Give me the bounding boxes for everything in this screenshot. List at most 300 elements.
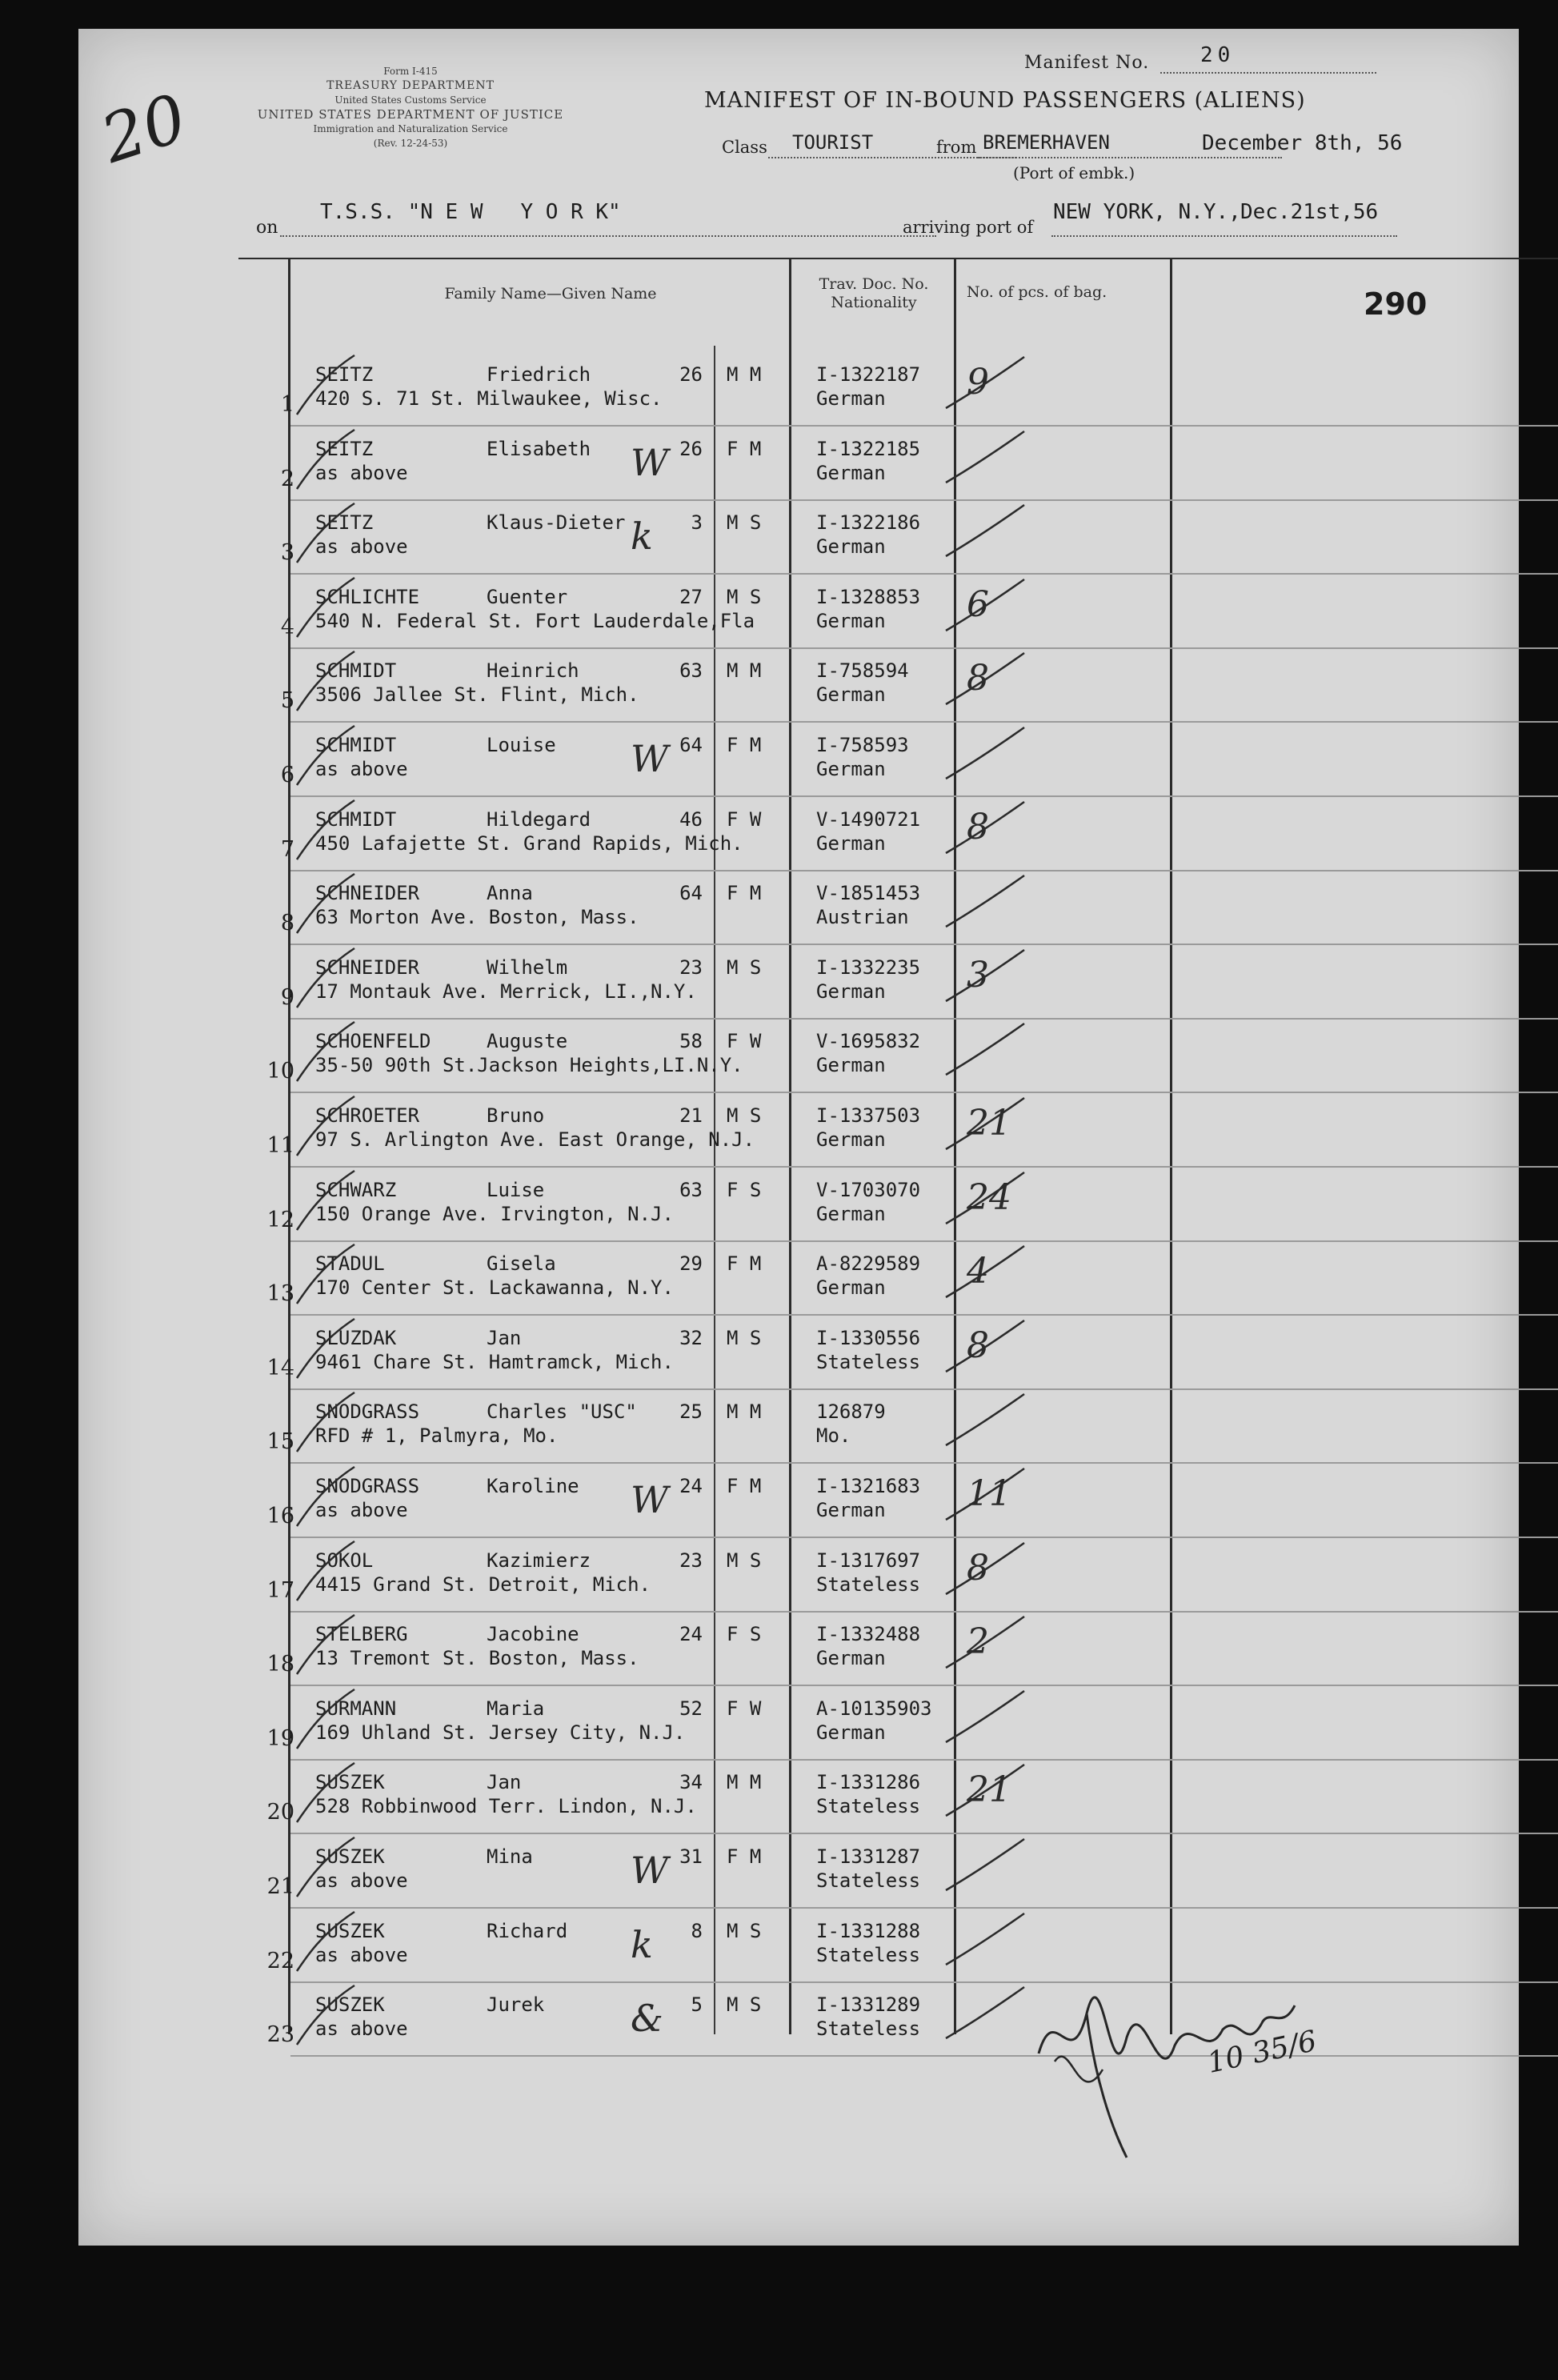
sex-marital-status: F M xyxy=(727,882,762,905)
address: RFD # 1, Palmyra, Mo. xyxy=(315,1424,559,1448)
given-name: Klaus-Dieter xyxy=(487,511,626,535)
handwritten-mark: k xyxy=(631,1922,653,1966)
family-name: SCHOENFELD xyxy=(315,1030,431,1053)
row-number: 10 xyxy=(266,1059,294,1084)
given-name: Luise xyxy=(487,1178,545,1201)
given-name: Karoline xyxy=(487,1475,579,1497)
nationality: German xyxy=(816,683,886,707)
address: 3506 Jallee St. Flint, Mich. xyxy=(315,683,639,707)
age: 23 xyxy=(679,956,703,979)
nationality: German xyxy=(816,831,886,855)
verification-tick-icon xyxy=(941,1019,1029,1092)
age: 24 xyxy=(679,1475,703,1497)
table-row xyxy=(78,352,1519,426)
handwritten-mark: & xyxy=(631,1997,663,2041)
manifest-no-label: Manifest No. xyxy=(1024,53,1150,73)
manifest-number: 20 xyxy=(1200,43,1236,67)
check-mark-icon xyxy=(290,871,362,944)
check-mark-icon xyxy=(290,1538,362,1612)
table-top-rule xyxy=(238,258,1558,259)
travel-document-number: I-1331287 xyxy=(816,1845,921,1868)
verification-tick-icon xyxy=(941,1760,1029,1833)
table-row xyxy=(78,1612,1519,1685)
travel-document-number: 126879 xyxy=(816,1400,886,1424)
row-divider xyxy=(290,2055,1558,2057)
table-row xyxy=(78,871,1519,944)
address: as above xyxy=(315,535,408,559)
sex-marital-status: M S xyxy=(727,1919,762,1942)
ship-line xyxy=(280,235,936,237)
nationality: German xyxy=(816,535,886,559)
baggage-count: 8 xyxy=(967,658,989,699)
check-mark-icon xyxy=(290,500,362,574)
arrival-date: Dec.21st,56 xyxy=(1240,200,1379,224)
page-stamp: 290 xyxy=(1364,286,1428,322)
family-name: SEITZ xyxy=(315,511,374,535)
family-name: SEITZ xyxy=(315,437,374,460)
table-row xyxy=(78,1389,1519,1463)
verification-tick-icon xyxy=(941,1241,1029,1315)
nationality: German xyxy=(816,1647,886,1670)
verification-tick-icon xyxy=(941,1464,1029,1537)
check-mark-icon xyxy=(290,1686,362,1760)
table-row xyxy=(78,500,1519,574)
check-mark-icon xyxy=(290,1168,362,1241)
from-line xyxy=(978,157,1282,158)
table-row xyxy=(78,1464,1519,1537)
address: 170 Center St. Lackawanna, N.Y. xyxy=(315,1276,674,1300)
check-mark-icon xyxy=(290,723,362,796)
given-name: Maria xyxy=(487,1697,545,1720)
family-name: SCHNEIDER xyxy=(315,956,420,979)
nationality: German xyxy=(816,461,886,484)
verification-tick-icon xyxy=(941,1093,1029,1167)
address: 169 Uhland St. Jersey City, N.J. xyxy=(315,1721,686,1744)
sex-marital-status: F W xyxy=(727,1030,762,1053)
baggage-count: 4 xyxy=(967,1251,989,1292)
age: 23 xyxy=(679,1549,703,1572)
verification-tick-icon xyxy=(941,1834,1029,1908)
row-number: 2 xyxy=(280,466,294,491)
verification-tick-icon xyxy=(941,575,1029,648)
age: 26 xyxy=(679,363,703,386)
arriving-line xyxy=(1051,235,1397,237)
column-header-doc xyxy=(795,275,952,312)
check-mark-icon xyxy=(290,1093,362,1167)
check-mark-icon xyxy=(290,1019,362,1092)
family-name: STADUL xyxy=(315,1252,385,1276)
age: 8 xyxy=(691,1919,703,1942)
travel-document-number: V-1490721 xyxy=(816,807,921,831)
nationality: German xyxy=(816,980,886,1003)
verification-tick-icon xyxy=(941,352,1029,426)
age: 58 xyxy=(679,1030,703,1053)
family-name: SCHMIDT xyxy=(315,734,397,756)
column-header-name: Family Name—Given Name xyxy=(444,285,657,303)
given-name: Bruno xyxy=(487,1104,545,1127)
ins-label: Immigration and Naturalization Service xyxy=(313,123,508,134)
nationality: Austrian xyxy=(816,906,909,929)
address: as above xyxy=(315,2017,408,2041)
family-name: SCHMIDT xyxy=(315,659,397,683)
travel-document-number: I-1331288 xyxy=(816,1919,921,1942)
baggage-count: 8 xyxy=(967,1324,989,1366)
verification-tick-icon xyxy=(941,797,1029,871)
justice-label: UNITED STATES DEPARTMENT OF JUSTICE xyxy=(257,107,564,122)
column-header-bags: No. of pcs. of bag. xyxy=(967,283,1107,301)
table-row xyxy=(78,723,1519,796)
check-mark-icon xyxy=(290,575,362,648)
officer-signature xyxy=(1007,1965,1343,2174)
nationality: German xyxy=(816,1721,886,1744)
nationality: Stateless xyxy=(816,1869,921,1892)
row-number: 17 xyxy=(266,1577,294,1603)
sex-marital-status: F M xyxy=(727,734,762,756)
handwritten-mark: W xyxy=(631,737,669,780)
given-name: Louise xyxy=(487,734,556,756)
given-name: Jacobine xyxy=(487,1623,579,1646)
family-name: SNODGRASS xyxy=(315,1475,420,1497)
given-name: Heinrich xyxy=(487,659,579,683)
manifest-page xyxy=(78,29,1519,2246)
address: as above xyxy=(315,461,408,484)
travel-document-number: I-1331286 xyxy=(816,1771,921,1794)
customs-label: United States Customs Service xyxy=(334,94,487,106)
nationality: German xyxy=(816,1128,886,1151)
sex-marital-status: M M xyxy=(727,363,762,386)
nationality: Stateless xyxy=(816,1943,921,1966)
travel-document-number: A-8229589 xyxy=(816,1252,921,1276)
handwritten-mark: W xyxy=(631,440,669,484)
age: 63 xyxy=(679,659,703,683)
row-number: 16 xyxy=(266,1504,294,1529)
travel-document-number: I-1322185 xyxy=(816,437,921,460)
table-row xyxy=(78,1093,1519,1167)
verification-tick-icon xyxy=(941,1389,1029,1463)
age: 31 xyxy=(679,1845,703,1868)
given-name: Auguste xyxy=(487,1030,568,1053)
check-mark-icon xyxy=(290,1760,362,1833)
address: 9461 Chare St. Hamtramck, Mich. xyxy=(315,1350,674,1373)
baggage-count: 8 xyxy=(967,1547,989,1589)
baggage-count: 24 xyxy=(967,1176,1011,1218)
given-name: Guenter xyxy=(487,585,568,608)
sex-marital-status: M M xyxy=(727,1400,762,1424)
family-name: SLUZDAK xyxy=(315,1326,397,1349)
nationality: Stateless xyxy=(816,1573,921,1596)
family-name: SNODGRASS xyxy=(315,1400,420,1424)
from-label: from xyxy=(936,138,977,157)
given-name: Elisabeth xyxy=(487,437,591,460)
family-name: STELBERG xyxy=(315,1623,408,1646)
row-number: 18 xyxy=(266,1652,294,1677)
check-mark-icon xyxy=(290,1241,362,1315)
nationality: Stateless xyxy=(816,1350,921,1373)
check-mark-icon xyxy=(290,1982,362,2056)
row-number: 19 xyxy=(266,1725,294,1751)
table-row xyxy=(78,1686,1519,1760)
table-row xyxy=(78,1760,1519,1833)
travel-document-number: V-1695832 xyxy=(816,1030,921,1053)
baggage-count: 6 xyxy=(967,583,989,625)
on-label: on xyxy=(256,218,278,238)
nationality: German xyxy=(816,1276,886,1300)
check-mark-icon xyxy=(290,1612,362,1685)
treasury-label: TREASURY DEPARTMENT xyxy=(326,79,495,92)
row-number: 14 xyxy=(266,1355,294,1380)
age: 64 xyxy=(679,882,703,905)
sex-marital-status: F S xyxy=(727,1623,762,1646)
address: 17 Montauk Ave. Merrick, LI.,N.Y. xyxy=(315,980,697,1003)
address: 420 S. 71 St. Milwaukee, Wisc. xyxy=(315,387,663,410)
nationality: Stateless xyxy=(816,2017,921,2041)
given-name: Gisela xyxy=(487,1252,556,1276)
baggage-count: 2 xyxy=(967,1621,989,1663)
family-name: SEITZ xyxy=(315,363,374,386)
check-mark-icon xyxy=(290,1316,362,1389)
column-header-doc-line1: Trav. Doc. No. xyxy=(819,275,929,293)
family-name: SCHNEIDER xyxy=(315,882,420,905)
row-number: 8 xyxy=(280,911,294,936)
travel-document-number: I-1332235 xyxy=(816,956,921,979)
row-number: 23 xyxy=(266,2022,294,2048)
given-name: Hildegard xyxy=(487,807,591,831)
given-name: Jurek xyxy=(487,1993,545,2017)
given-name: Wilhelm xyxy=(487,956,568,979)
baggage-count: 21 xyxy=(967,1769,1011,1811)
age: 46 xyxy=(679,807,703,831)
travel-document-number: I-1321683 xyxy=(816,1475,921,1497)
address: as above xyxy=(315,1943,408,1966)
address: 540 N. Federal St. Fort Lauderdale,Fla xyxy=(315,609,755,632)
corner-page-mark: 20 xyxy=(92,80,196,178)
given-name: Mina xyxy=(487,1845,533,1868)
row-number: 22 xyxy=(266,1948,294,1973)
sex-marital-status: M S xyxy=(727,1104,762,1127)
given-name: Kazimierz xyxy=(487,1549,591,1572)
row-number: 9 xyxy=(280,984,294,1010)
nationality: German xyxy=(816,1499,886,1521)
port-of-embarkation-label: (Port of embk.) xyxy=(1013,163,1135,182)
table-row xyxy=(78,1168,1519,1241)
row-number: 6 xyxy=(280,763,294,787)
class-label: Class xyxy=(722,138,767,157)
sex-marital-status: M S xyxy=(727,1993,762,2017)
verification-tick-icon xyxy=(941,723,1029,796)
nationality: German xyxy=(816,387,886,410)
row-number: 21 xyxy=(266,1874,294,1899)
nationality: Stateless xyxy=(816,1795,921,1818)
manifest-no-line xyxy=(1160,72,1376,74)
travel-document-number: I-1317697 xyxy=(816,1549,921,1572)
departure-date: December 8th, 56 xyxy=(1202,131,1403,155)
check-mark-icon xyxy=(290,352,362,426)
given-name: Anna xyxy=(487,882,533,905)
travel-document-number: I-1328853 xyxy=(816,585,921,608)
check-mark-icon xyxy=(290,648,362,722)
address: as above xyxy=(315,1499,408,1521)
check-mark-icon xyxy=(290,1834,362,1908)
sex-marital-status: M M xyxy=(727,659,762,683)
age: 21 xyxy=(679,1104,703,1127)
sex-marital-status: F W xyxy=(727,1697,762,1720)
age: 5 xyxy=(691,1993,703,2017)
travel-document-number: I-1330556 xyxy=(816,1326,921,1349)
arriving-port-value: NEW YORK, N.Y., xyxy=(1053,200,1241,224)
baggage-count: 11 xyxy=(967,1473,1011,1514)
check-mark-icon xyxy=(290,945,362,1019)
address: 150 Orange Ave. Irvington, N.J. xyxy=(315,1202,674,1225)
age: 29 xyxy=(679,1252,703,1276)
age: 27 xyxy=(679,585,703,608)
table-row xyxy=(78,575,1519,648)
travel-document-number: I-758593 xyxy=(816,734,909,756)
verification-tick-icon xyxy=(941,648,1029,722)
form-number: Form I-415 xyxy=(383,66,438,77)
table-row xyxy=(78,797,1519,871)
verification-tick-icon xyxy=(941,1612,1029,1685)
travel-document-number: A-10135903 xyxy=(816,1697,932,1720)
family-name: SUSZEK xyxy=(315,1771,385,1794)
verification-tick-icon xyxy=(941,427,1029,500)
age: 34 xyxy=(679,1771,703,1794)
address: 450 Lafajette St. Grand Rapids, Mich. xyxy=(315,831,743,855)
family-name: SCHMIDT xyxy=(315,807,397,831)
sex-marital-status: M S xyxy=(727,585,762,608)
check-mark-icon xyxy=(290,1464,362,1537)
row-number: 12 xyxy=(266,1207,294,1232)
bottom-note: 10 35/6 xyxy=(1204,2025,1320,2080)
sex-marital-status: M S xyxy=(727,511,762,535)
check-mark-icon xyxy=(290,1909,362,1982)
family-name: SUSZEK xyxy=(315,1919,385,1942)
nationality: German xyxy=(816,1202,886,1225)
travel-document-number: I-1332488 xyxy=(816,1623,921,1646)
address: as above xyxy=(315,758,408,780)
arriving-port-label: arriving port of xyxy=(903,218,1034,237)
sex-marital-status: M S xyxy=(727,1549,762,1572)
table-row xyxy=(78,1316,1519,1389)
check-mark-icon xyxy=(290,797,362,871)
nationality: German xyxy=(816,758,886,780)
ship-name: T.S.S. "N E W Y O R K" xyxy=(320,200,621,224)
nationality: Mo. xyxy=(816,1424,851,1448)
sex-marital-status: F M xyxy=(727,1845,762,1868)
from-value: BREMERHAVEN xyxy=(983,131,1110,154)
travel-document-number: I-1331289 xyxy=(816,1993,921,2017)
nationality: German xyxy=(816,609,886,632)
baggage-count: 3 xyxy=(967,954,989,996)
row-number: 13 xyxy=(266,1281,294,1307)
address: as above xyxy=(315,1869,408,1892)
sex-marital-status: M S xyxy=(727,956,762,979)
table-row xyxy=(78,427,1519,500)
sex-marital-status: F M xyxy=(727,1252,762,1276)
row-number: 20 xyxy=(266,1800,294,1825)
table-row xyxy=(78,1019,1519,1092)
sex-marital-status: F M xyxy=(727,437,762,460)
table-row xyxy=(78,1834,1519,1908)
check-mark-icon xyxy=(290,1389,362,1463)
row-number: 7 xyxy=(280,836,294,862)
age: 52 xyxy=(679,1697,703,1720)
row-number: 4 xyxy=(280,614,294,639)
address: 13 Tremont St. Boston, Mass. xyxy=(315,1647,639,1670)
sex-marital-status: M S xyxy=(727,1326,762,1349)
form-header xyxy=(250,64,571,150)
family-name: SOKOL xyxy=(315,1549,374,1572)
age: 63 xyxy=(679,1178,703,1201)
check-mark-icon xyxy=(290,427,362,500)
given-name: Richard xyxy=(487,1919,568,1942)
travel-document-number: I-758594 xyxy=(816,659,909,683)
table-row xyxy=(78,945,1519,1019)
verification-tick-icon xyxy=(941,871,1029,944)
row-number: 11 xyxy=(266,1133,294,1158)
age: 32 xyxy=(679,1326,703,1349)
class-value: TOURIST xyxy=(792,131,874,154)
row-number: 1 xyxy=(280,392,294,417)
verification-tick-icon xyxy=(941,1316,1029,1389)
table-row xyxy=(78,1241,1519,1315)
address: 63 Morton Ave. Boston, Mass. xyxy=(315,906,639,929)
handwritten-mark: W xyxy=(631,1849,669,1892)
baggage-count: 21 xyxy=(967,1103,1011,1144)
verification-tick-icon xyxy=(941,1168,1029,1241)
sex-marital-status: M M xyxy=(727,1771,762,1794)
family-name: SCHROETER xyxy=(315,1104,420,1127)
sex-marital-status: F S xyxy=(727,1178,762,1201)
revision-label: (Rev. 12-24-53) xyxy=(373,138,448,149)
manifest-title: MANIFEST OF IN-BOUND PASSENGERS (ALIENS) xyxy=(704,88,1306,113)
baggage-count: 9 xyxy=(967,362,989,403)
baggage-count: 8 xyxy=(967,806,989,847)
family-name: SUSZEK xyxy=(315,1993,385,2017)
family-name: SCHLICHTE xyxy=(315,585,420,608)
address: 35-50 90th St.Jackson Heights,LI.N.Y. xyxy=(315,1054,743,1077)
address: 4415 Grand St. Detroit, Mich. xyxy=(315,1573,651,1596)
verification-tick-icon xyxy=(941,945,1029,1019)
table-row xyxy=(78,648,1519,722)
sex-marital-status: F W xyxy=(727,807,762,831)
travel-document-number: I-1322186 xyxy=(816,511,921,535)
age: 64 xyxy=(679,734,703,756)
family-name: SURMANN xyxy=(315,1697,397,1720)
travel-document-number: V-1703070 xyxy=(816,1178,921,1201)
travel-document-number: I-1337503 xyxy=(816,1104,921,1127)
handwritten-mark: W xyxy=(631,1478,669,1521)
travel-document-number: I-1322187 xyxy=(816,363,921,386)
verification-tick-icon xyxy=(941,1538,1029,1612)
row-number: 5 xyxy=(280,688,294,714)
table-row xyxy=(78,1538,1519,1612)
given-name: Jan xyxy=(487,1771,522,1794)
given-name: Charles "USC" xyxy=(487,1400,637,1424)
age: 24 xyxy=(679,1623,703,1646)
sex-marital-status: F M xyxy=(727,1475,762,1497)
age: 25 xyxy=(679,1400,703,1424)
nationality: German xyxy=(816,1054,886,1077)
age: 3 xyxy=(691,511,703,535)
address: 528 Robbinwood Terr. Lindon, N.J. xyxy=(315,1795,697,1818)
given-name: Friedrich xyxy=(487,363,591,386)
row-number: 3 xyxy=(280,540,294,566)
age: 26 xyxy=(679,437,703,460)
verification-tick-icon xyxy=(941,1686,1029,1760)
handwritten-mark: k xyxy=(631,515,653,559)
travel-document-number: V-1851453 xyxy=(816,882,921,905)
row-number: 15 xyxy=(266,1429,294,1455)
